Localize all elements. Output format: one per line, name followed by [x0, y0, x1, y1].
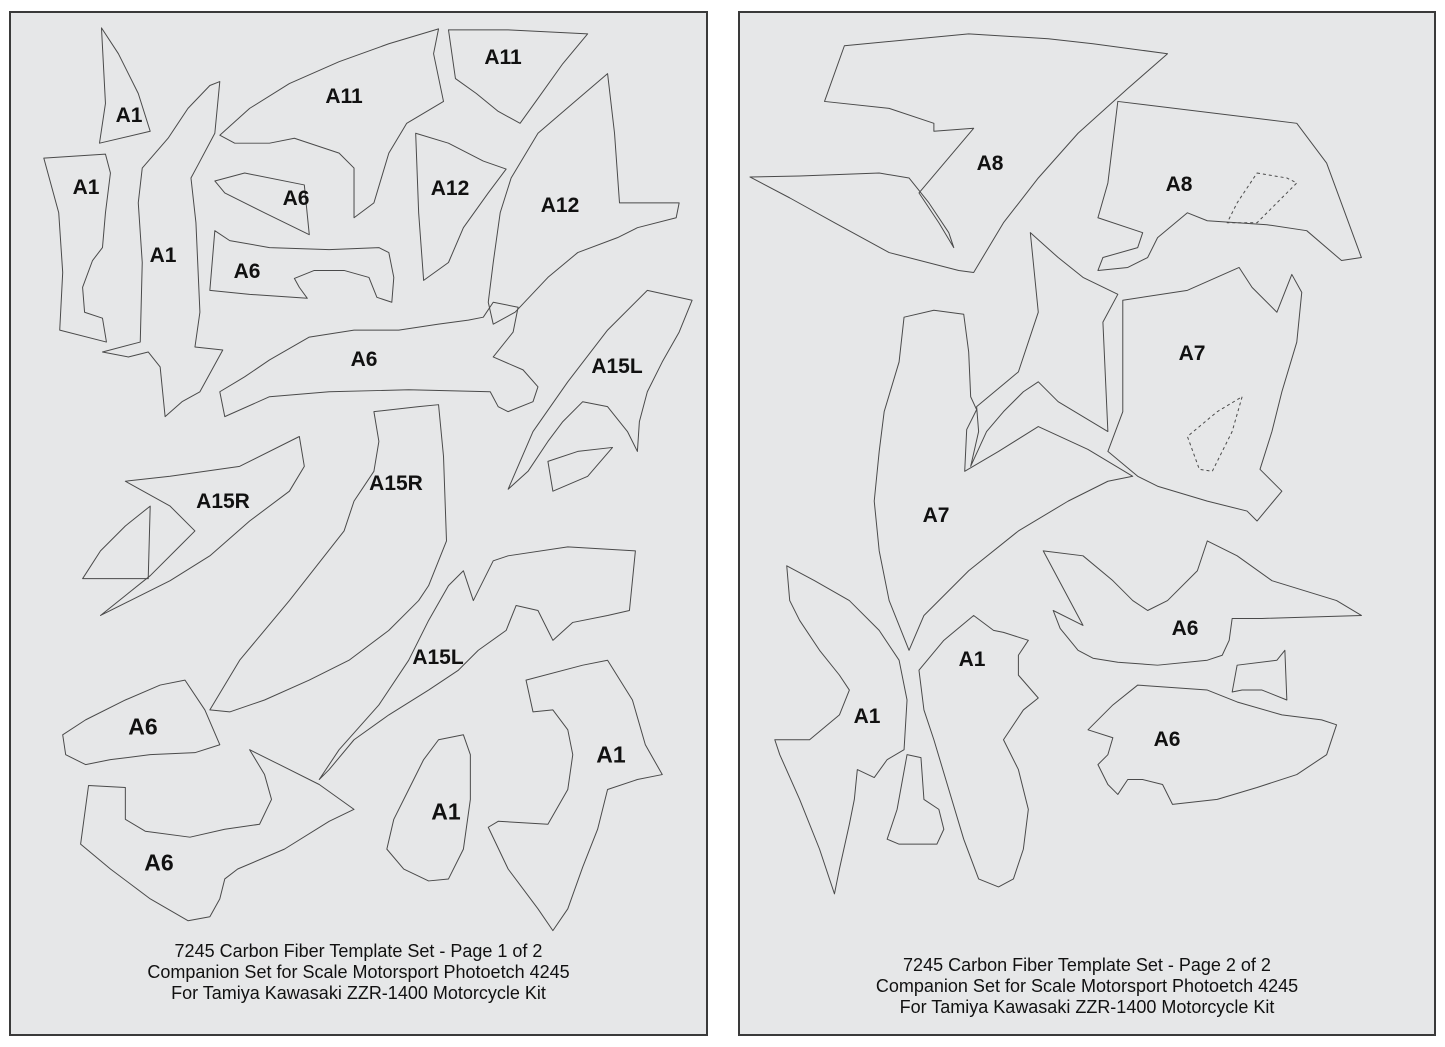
caption-line-title: 7245 Carbon Fiber Template Set - Page 1 of 2 [174, 941, 543, 961]
label-a8-2: A8 [1165, 173, 1193, 196]
label-a6-2: A6 [233, 260, 261, 283]
label-a1-5: A1 [431, 798, 461, 825]
label-a15r-2: A15R [369, 472, 423, 495]
piece-a15r-left [100, 437, 304, 616]
label-a7-2: A7 [922, 504, 950, 527]
label-a1-6: A1 [958, 648, 986, 671]
label-a1-2: A1 [72, 176, 100, 199]
piece-a7-right [1108, 267, 1302, 521]
piece-a7-dashed-cutout [1187, 397, 1242, 472]
piece-a8-right [1098, 101, 1361, 270]
caption-line-kit: For Tamiya Kawasaki ZZR-1400 Motorcycle Kit [899, 997, 1275, 1017]
piece-a1-sheet2-notch [887, 755, 944, 844]
label-a6-3: A6 [350, 348, 378, 371]
label-a6-5: A6 [144, 849, 174, 876]
label-a15l-2: A15L [412, 646, 464, 669]
label-a1-7: A1 [853, 705, 881, 728]
piece-a15l-top [508, 290, 692, 489]
piece-a7-left [874, 310, 1133, 650]
template-sheet-page-1 [9, 11, 708, 1036]
caption-page-2 [740, 955, 1434, 1018]
piece-a12-left [416, 133, 506, 280]
piece-a15r-center [210, 405, 447, 712]
label-a8-1: A8 [976, 152, 1004, 175]
piece-a15r-cutout [83, 506, 151, 579]
caption-page-1 [11, 941, 706, 1004]
piece-a6-lower-right [1088, 685, 1337, 804]
label-a6-4: A6 [128, 713, 158, 740]
piece-a6-tab [1232, 650, 1287, 700]
caption-line-kit: For Tamiya Kawasaki ZZR-1400 Motorcycle Kit [171, 983, 546, 1003]
label-a11-1: A11 [325, 85, 363, 108]
piece-a15l-lower [319, 547, 635, 780]
piece-a8-dashed-cutout [1227, 173, 1297, 223]
piece-a8-left [750, 34, 1168, 273]
label-a6-6: A6 [1171, 617, 1199, 640]
piece-a7-connector [971, 233, 1118, 467]
label-a11-2: A11 [484, 46, 522, 69]
piece-a6-long [220, 302, 538, 416]
label-a1-3: A1 [149, 244, 177, 267]
caption-line-title: 7245 Carbon Fiber Template Set - Page 2 of 2 [903, 955, 1271, 975]
piece-a11-small [448, 30, 587, 123]
label-a15l-1: A15L [591, 355, 643, 378]
piece-a1-right [488, 660, 662, 930]
template-outlines-page-2 [740, 13, 1434, 1034]
label-a12-2: A12 [540, 194, 580, 217]
label-a7-1: A7 [1178, 342, 1206, 365]
piece-a1-sheet2-left [775, 566, 907, 894]
template-sheet-page-2 [738, 11, 1436, 1036]
piece-a6-right-large [1043, 541, 1361, 665]
label-a1-1: A1 [115, 104, 143, 127]
label-a6-7: A6 [1153, 728, 1181, 751]
piece-a11-large [220, 29, 444, 218]
label-a6-1: A6 [282, 187, 310, 210]
label-a15r-1: A15R [196, 490, 250, 513]
piece-a6-bottom [81, 750, 354, 921]
label-a1-4: A1 [596, 741, 626, 768]
caption-line-companion: Companion Set for Scale Motorsport Photoetch 4245 [147, 962, 570, 982]
label-a12-1: A12 [430, 177, 470, 200]
piece-a12-right [488, 74, 679, 325]
caption-line-companion: Companion Set for Scale Motorsport Photoetch 4245 [875, 976, 1299, 996]
template-outlines-page-1 [11, 13, 706, 1034]
piece-a15l-cutout [548, 447, 613, 491]
